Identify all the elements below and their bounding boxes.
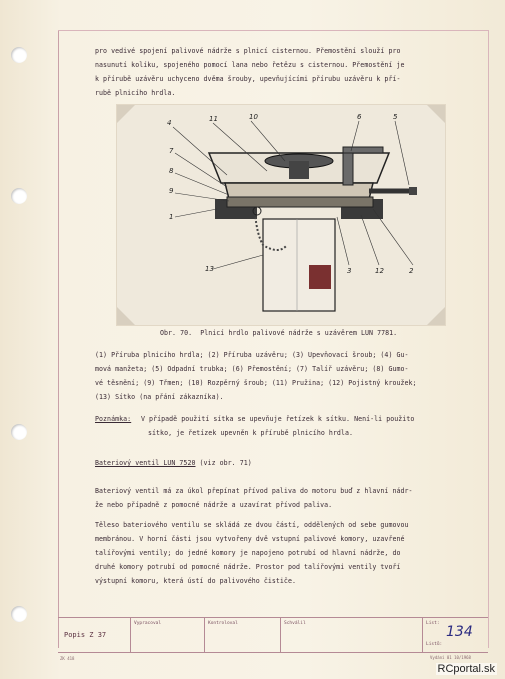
sheet-label: List:	[426, 621, 440, 626]
edition-code: Vydání 01 10/1968	[430, 655, 471, 660]
punch-hole	[11, 424, 27, 440]
form-code: ZK 418	[60, 656, 75, 661]
intro-paragraph: pro vedivé spojení palivové nádrže s plnicí cisternou. Přemostění slouží pro nasunutí kolíku, spojeného pomocí lana nebo řetězu s cisternou. Přemostění je k přírubě uzávěru uchyceno dvěma šrouby, upevňujícími přírubu uzávěru k pří- rubě plnicího hrdla.	[95, 47, 405, 97]
title-block-divider	[280, 618, 281, 652]
section-figure-ref: (viz obr. 71)	[195, 459, 252, 467]
body-paragraph: Těleso bateriového ventilu se skládá ze dvou částí, oddělených od sebe gumovou membránou. V horní části jsou vytvořeny dvě vstupní palivové komory, uzavřené talířovými ventily; do jedné komory je napojeno potrubí od hlavní nádrže, do druhé komory potrubí od pomocné nádrže. Prostor pod talířovými ventily tvoří výstupní komoru, která ústí do palivového čističe.	[95, 521, 409, 585]
callout-label: 6	[357, 113, 362, 121]
callout-label: 10	[249, 113, 258, 121]
callout-label: 7	[169, 147, 174, 155]
page-frame-left	[58, 30, 59, 648]
body-paragraph: Bateriový ventil má za úkol přepínat přívod paliva do motoru buď z hlavní nádr- že nebo případně z pomocné nádrže a uzavírat přívod paliva.	[95, 487, 413, 509]
title-block	[58, 617, 488, 653]
callout-label: 11	[209, 115, 218, 123]
punch-hole	[11, 47, 27, 63]
figure-legend: (1) Příruba plnicího hrdla; (2) Příruba uzávěru; (3) Upevňovací šroub; (4) Gu- mová manžeta; (5) Odpadní trubka; (6) Přemostění; (7) Talíř uzávěru; (8) Gumo- vé těsnění; (9) Třmen; (10) Rozpěrný šroub; (11) Pružina; (12) Pojistný kroužek; (13) Sítko (na přání zákazníka).	[95, 351, 417, 401]
checked-by-label: Kontroloval	[208, 621, 238, 626]
punch-hole	[11, 188, 27, 204]
title-block-divider	[130, 618, 131, 652]
figure-caption: Obr. 70. Plnicí hrdlo palivové nádrže s uzávěrem LUN 7781.	[160, 329, 398, 337]
page-frame-right	[488, 30, 489, 648]
note-label: Poznámka:	[95, 415, 132, 423]
filler-neck-illustration	[117, 105, 445, 325]
title-block-divider	[204, 618, 205, 652]
section-heading	[95, 456, 252, 470]
page-frame-top	[58, 30, 488, 31]
sheets-label: Listů:	[426, 642, 443, 647]
callout-label: 13	[205, 265, 214, 273]
document-code: Popis Z 37	[64, 631, 107, 639]
callout-label: 5	[393, 113, 398, 121]
title-block-divider	[422, 618, 423, 652]
note-text: V případě použití sítka se upevňuje řetízek k sítku. Není-li použito	[137, 415, 415, 423]
callout-label: 3	[347, 267, 352, 275]
prepared-by-label: Vypracoval	[134, 621, 162, 626]
callout-label: 12	[375, 267, 384, 275]
callout-label: 1	[169, 213, 174, 221]
callout-label: 4	[167, 119, 172, 127]
figure-photo	[116, 104, 446, 326]
section-title: Bateriový ventil LUN 7520	[95, 459, 196, 467]
approved-by-label: Schválil	[284, 621, 306, 626]
punch-hole	[11, 606, 27, 622]
callout-label: 9	[169, 187, 174, 195]
note-text-continued: sítko, je řetízek upevněn k přírubě plnicího hrdla.	[148, 429, 354, 437]
callout-label: 2	[409, 267, 414, 275]
watermark: RCportal.sk	[437, 663, 495, 675]
page-number: 134	[446, 624, 473, 640]
callout-label: 8	[169, 167, 174, 175]
